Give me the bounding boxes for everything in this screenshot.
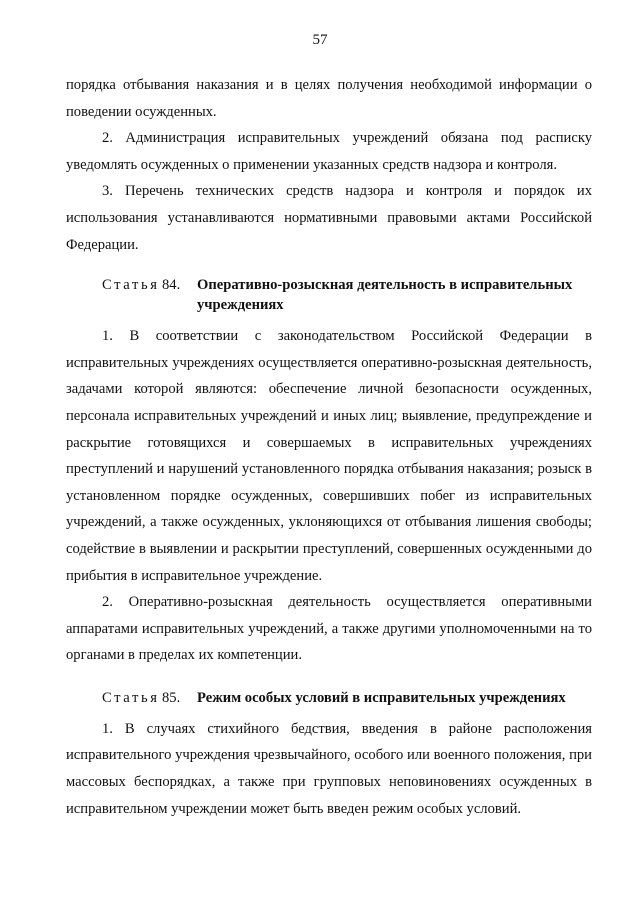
article-label: Статья [102,689,160,706]
article-title: Режим особых условий в исправительных учреждениях [197,689,566,706]
article-number: 85. [162,689,181,706]
article-85-paragraph-1: 1. В случаях стихийного бедствия, введения в районе расположения исправительного учреждения чрезвычайного, особого или военного положения, при массовых беспорядках, а также при групповых неповиновениях осужденных в исправительном учреждении может быть введен режим особых условий. [66,720,592,817]
article-84-paragraph-1: 1. В соответствии с законодательством Российской Федерации в исправительных учреждениях осуществляется оперативно-розыскная деятельность, задачами которой являются: обеспечение личной безопасности осужденных, персонала исправительных учреждений и иных лиц; выявление, предупреждение и раскрытие готовящихся и совершаемых в исправительных учреждениях преступлений и нарушений установленного порядка отбывания наказания; розыск в установленном порядке осужденных, совершивших побег из исправительных учреждений, а также осужденных, уклоняющихся от отбывания лишения свободы; содействие в выявлении и раскрытии преступлений, совершенных осужденными до прибытия в исправительное учреждение. [66,328,592,584]
article-label: Статья [102,277,160,294]
article-84-heading [66,275,592,315]
paragraph-continuation: порядка отбывания наказания и в целях получения необходимой информации о поведении осужденных. [66,77,592,120]
paragraph-3: 3. Перечень технических средств надзора и контроля и порядок их использования устанавливаются нормативными правовыми актами Российской Федерации. [66,183,592,253]
article-84-paragraph-2: 2. Оперативно-розыскная деятельность осуществляется оперативными аппаратами исправительных учреждений, а также другими уполномоченными на то органами в пределах их компетенции. [66,594,592,664]
paragraph-2: 2. Администрация исправительных учреждений обязана под расписку уведомлять осужденных о применении указанных средств надзора и контроля. [66,130,592,173]
article-number: 84. [162,277,181,294]
document-body [66,72,592,822]
page-number: 57 [312,32,328,48]
article-title: Оперативно-розыскная деятельность в исправительных учреждениях [197,277,573,314]
article-85-heading [66,688,592,708]
